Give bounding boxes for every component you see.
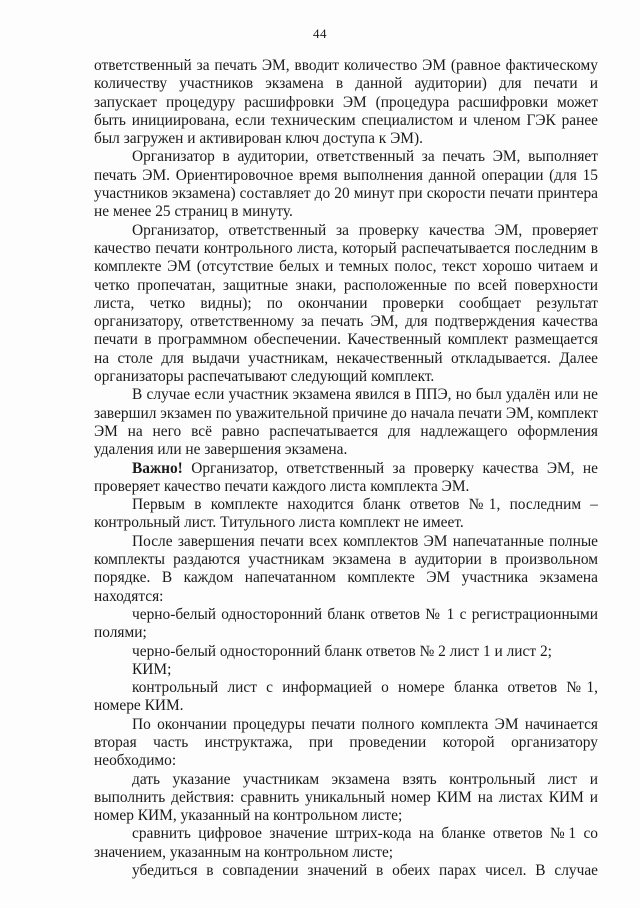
paragraph-text: Организатор, ответственный за проверку качества ЭМ, не проверяет качество печати каждого листа комплекта ЭМ. — [94, 459, 598, 495]
paragraph-text: По окончании процедуры печати полного комплекта ЭМ начинается вторая часть инструктажа, при проведении которой организатору необходимо: — [94, 715, 598, 770]
paragraph-text: черно-белый односторонний бланк ответов № 2 лист 1 и лист 2; — [132, 642, 552, 660]
paragraph-text: После завершения печати всех комплектов ЭМ напечатанные полные комплекты раздаются участникам экзамена в аудитории в произвольном порядке. В каждом напечатанном комплекте ЭМ участника экзамена находятся: — [94, 532, 598, 605]
paragraph — [94, 148, 598, 221]
paragraph-text: черно-белый односторонний бланк ответов № 1 с регистрационными полями; — [94, 605, 598, 642]
paragraph — [94, 643, 598, 661]
paragraph-text: дать указание участникам экзамена взять контрольный лист и выполнить действия: сравнить уникальный номер КИМ на листах КИМ и номер КИМ, указанный на контрольном листе; — [94, 770, 598, 825]
paragraph — [94, 386, 598, 459]
paragraph-text: ответственный за печать ЭМ, вводит количество ЭМ (равное фактическому количеству участников экзамена в данной аудитории) для печати и запускает процедуру расшифровки ЭМ (процедура расшифровки может быть инициирована, если техническим специалистом и членом ГЭК ранее был загружен и активирован ключ доступа к ЭМ). — [94, 57, 598, 148]
paragraph — [94, 496, 598, 533]
page-number: 44 — [313, 26, 327, 41]
paragraph — [94, 716, 598, 771]
paragraph — [94, 606, 598, 643]
paragraph-text: Организатор, ответственный за проверку качества ЭМ, проверяет качество печати контрольного листа, который распечатывается последним в комплекте ЭМ (отсутствие белых и темных полос, текст хорошо читаем и четко пропечатан, защитные знаки, расположенные по всей поверхности листа, четко видны); по окончании проверки сообщает результат организатору, ответственному за печать ЭМ, для подтверждения качества печати в программном обеспечении. Качественный комплект размещается на столе для выдачи участникам, некачественный откладывается. Далее организаторы распечатывают следующий комплект. — [94, 221, 598, 386]
paragraph-text: В случае если участник экзамена явился в ППЭ, но был удалён или не завершил экзамен по уважительной причине до начала печати ЭМ, комплект ЭМ на него всё равно распечатывается для надлежащего оформления удаления или не завершения экзамена. — [94, 386, 598, 459]
paragraph-text: Организатор в аудитории, ответственный за печать ЭМ, выполняет печать ЭМ. Ориентировочное время выполнения данной операции (для 15 участников экзамена) составляет до 20 минут при скорости печати принтера не менее 25 страниц в минуту. — [94, 148, 598, 221]
paragraph-text: сравнить цифровое значение штрих-кода на бланке ответов №1 со значением, указанным на контрольном листе; — [94, 825, 598, 861]
paragraph — [94, 460, 598, 497]
paragraph — [94, 661, 598, 679]
paragraph-text: Первым в комплекте находится бланк ответов №1, последним – контрольный лист. Титульного листа комплект не имеет. — [94, 496, 598, 532]
paragraph — [94, 862, 598, 880]
body-text — [94, 57, 598, 880]
emphasis-label: Важно! — [132, 459, 183, 477]
paragraph-text: контрольный лист с информацией о номере бланка ответов №1, номере КИМ. — [94, 679, 598, 715]
paragraph — [94, 825, 598, 862]
paragraph — [94, 222, 598, 387]
paragraph — [94, 771, 598, 826]
paragraph — [94, 679, 598, 716]
paragraph-text: КИМ; — [132, 660, 172, 678]
paragraph — [94, 533, 598, 606]
paragraph-text: убедиться в совпадении значений в обеих парах чисел. В случае — [132, 862, 598, 880]
paragraph — [94, 57, 598, 148]
